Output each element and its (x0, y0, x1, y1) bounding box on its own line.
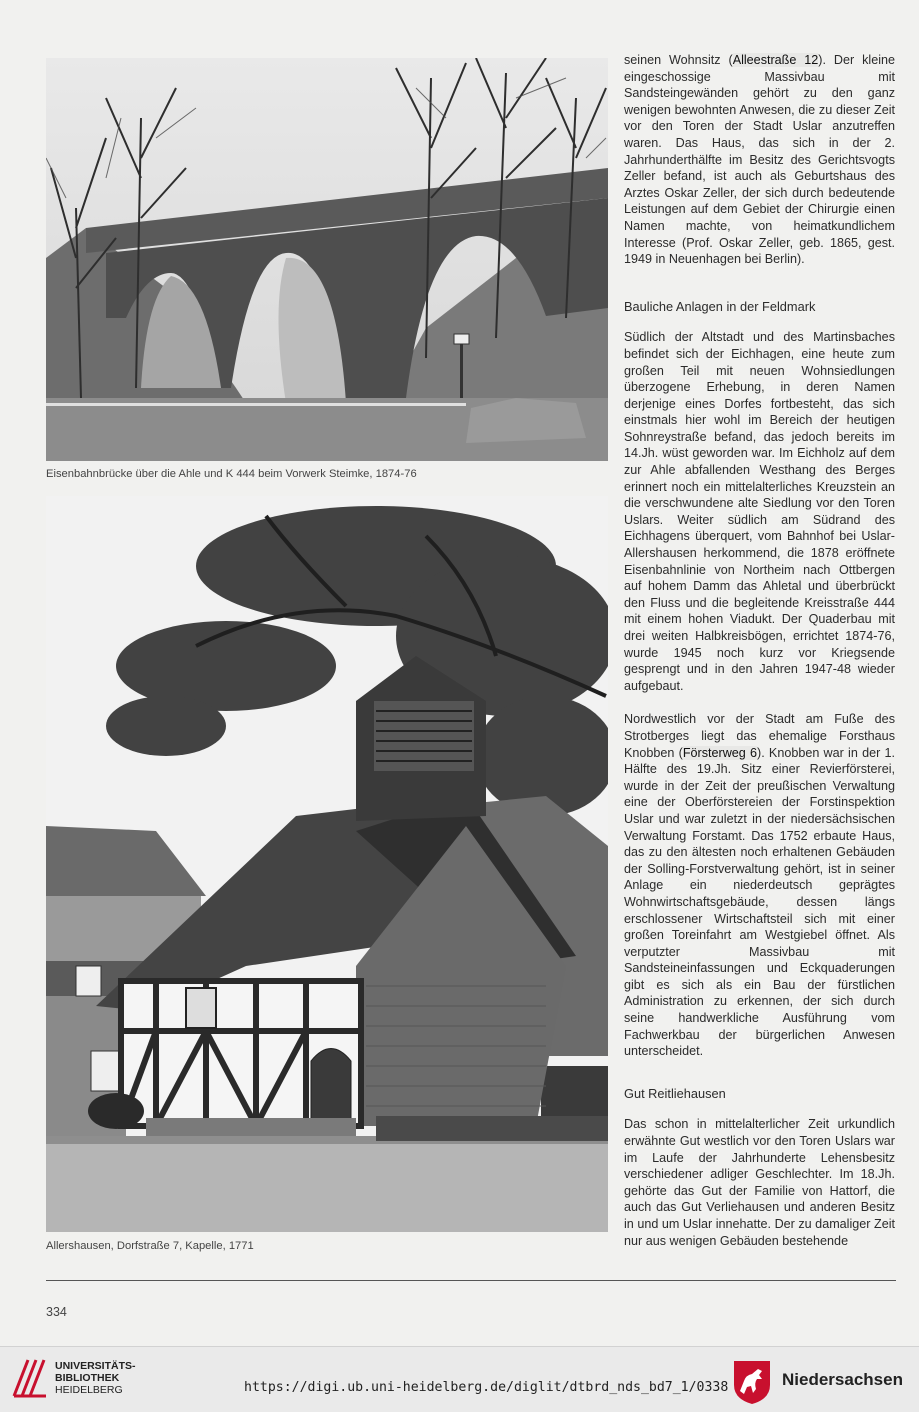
address-alleestrasse: Alleestraße 12 (732, 53, 819, 67)
footer-rule (46, 1280, 896, 1281)
page-number: 334 (46, 1305, 67, 1319)
heading-gut-reitliehausen: Gut Reitliehausen (624, 1085, 726, 1101)
niedersachsen-brand[interactable]: Niedersachsen (782, 1370, 903, 1389)
heading-feldmark: Bauliche Anlagen in der Feldmark (624, 298, 816, 314)
paragraph-forsthaus (624, 711, 895, 1059)
chapel-photo (46, 496, 608, 1232)
university-line1: UNIVERSITÄTS- (55, 1360, 136, 1372)
text-run: Nordwestlich vor der Stadt am Fuße des Strotberges liegt das ehemalige Forsthaus Knobben ( (624, 712, 895, 760)
text-run: seinen Wohnsitz ( (624, 53, 733, 67)
paragraph-wohnsitz (624, 52, 895, 268)
university-line3: HEIDELBERG (55, 1383, 123, 1396)
chapel-caption: Allershausen, Dorfstraße 7, Kapelle, 1771 (46, 1240, 254, 1252)
bridge-photo (46, 58, 608, 461)
library-footer-bar (0, 1346, 919, 1412)
university-library-logo-icon[interactable] (10, 1356, 50, 1400)
address-foersterweg: Försterweg 6 (682, 745, 758, 760)
university-library-name[interactable] (55, 1361, 136, 1396)
university-line2: BIBLIOTHEK (55, 1371, 120, 1384)
text-run: ). Knobben war in der 1. Hälfte des 19.Jh. Sitz einer Revierförsterei, wurde in der Zeit der preußischen Verwaltung eine der Oberförstereien der Forstinspektion Uslar und war zuletzt in der niedersächsischen Verwaltung Forstamt. Das 1752 erbaute Haus, das zu den ältesten noch erhaltenen Gebäuden der Solling-Forstverwaltung gehört, ist in seiner Anlage ein niederdeutsch geprägtes Wohnwirtschaftsgebäude, dessen längs erschlossener Wirtschaftsteil sich mit einer großen Toreinfahrt am Westgiebel öffnet. Als verputzter Massivbau mit Sandsteineinfassungen und Eckquaderungen gibt es sich als ein Bau der fürstlichen Administration zu erkennen, der sich durch seine handwerkliche Ausführung vom Fachwerkbau der bürgerlichen Anwesen unterscheidet. (624, 745, 895, 1059)
paragraph-eichhagen: Südlich der Altstadt und des Martinsbaches befindet sich der Eichhagen, eine heute zum großen Teil mit neuen Wohnsiedlungen überzogene Erhebung, in deren Namen derjenige eines Dorfes fortbesteht, das sich einstmals hier wohl im Bereich der heutigen Sohnreystraße befand, das jedoch bereits im 14.Jh. wüst geworden war. Im Eichholz auf dem zur Ahle abfallenden Westhang des Berges erinnert noch ein mittelalterliches Kreuzstein an die verschwundene alte Siedlung vor den Toren Uslars. Weiter südlich am Südrand des Eichhagens überquert, vom Bahnhof bei Uslar-Allershausen herkommend, die 1878 eröffnete Eisenbahnlinie von Northeim nach Ottbergen auf hohem Damm das Ahletal und überbrückt den Fluss und die begleitende Kreisstraße 444 mit einem hohen Viadukt. Der Quaderbau mit drei weiten Halbkreisbögen, errichtet 1874-76, wurde 1945 noch kurz vor Kriegsende gesprengt und in den Jahren 1947-48 wieder aufgebaut. (624, 330, 895, 693)
text-column (624, 52, 895, 1249)
lower-saxony-horse-crest-icon[interactable] (732, 1359, 772, 1405)
bridge-caption: Eisenbahnbrücke über die Ahle und K 444 beim Vorwerk Steimke, 1874-76 (46, 468, 417, 480)
railway-viaduct-photo-icon (46, 58, 608, 461)
paragraph-gut: Das schon in mittelalterlicher Zeit urkundlich erwähnte Gut westlich vor den Toren Uslars war im Laufe der Jahrhunderte Lehensbesitz verschiedener adliger Geschlechter. Im 18.Jh. gehörte das Gut der Familie von Hattorf, die auch das Gut Verliehausen und anderen Besitz in und um Uslar innehatte. Der zu damaliger Zeit nur aus wenigen Gebäuden bestehende (624, 1117, 895, 1248)
text-run: ). Der kleine eingeschossige Massivbau mit Sandsteingewänden gehört zu den ganz wenigen bewohnten Anwesen, die zu dieser Zeit vor den Toren der Stadt Uslar anzutreffen waren. Das Haus, das sich in der 2. Jahrhunderthälfte im Besitz des Gerichtsvogts Zeller befand, ist auch als Geburtshaus des Arztes Oskar Zeller, der sich durch bedeutende Leistungen auf dem Gebiet der Chirurgie einen Namen machte, von heimatkundlichem Interesse (Prof. Oskar Zeller, geb. 1865, gest. 1949 in Neuenhagen bei Berlin). (624, 53, 895, 267)
permalink-url[interactable]: https://digi.ub.uni-heidelberg.de/diglit/dtbrd_nds_bd7_1/0338 (244, 1380, 729, 1395)
chapel-photo-icon (46, 496, 608, 1232)
